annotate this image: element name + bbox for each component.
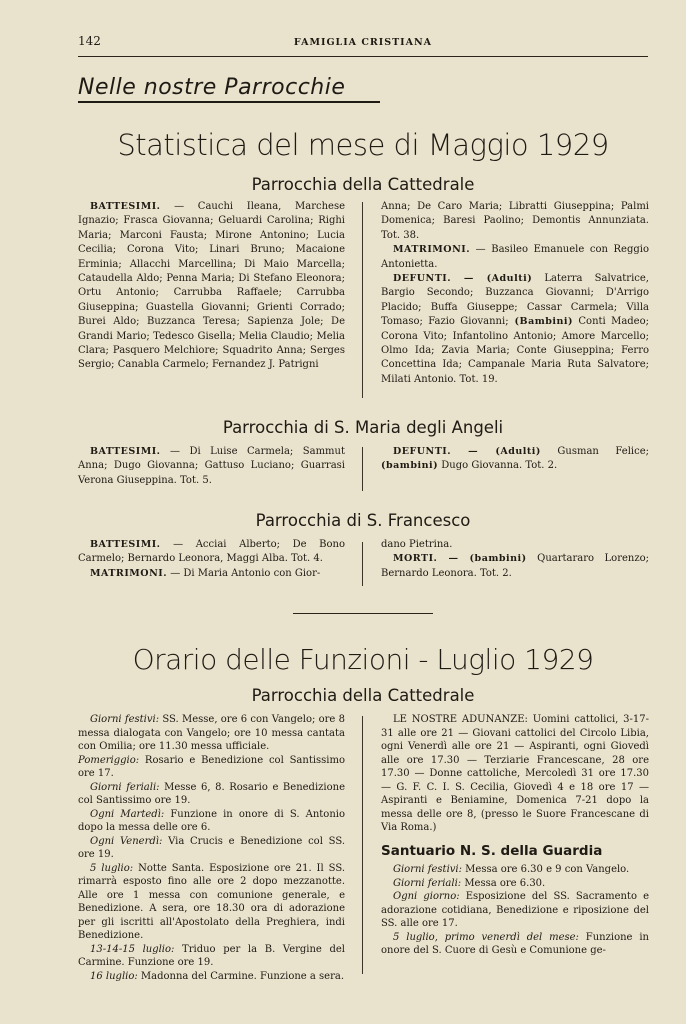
section-separator xyxy=(293,613,433,614)
schedule-text: Rosario e Benedizione col Santissimo ore 17. xyxy=(78,754,345,779)
schedule-label: Giorni feriali: xyxy=(393,877,462,889)
column-divider xyxy=(362,447,363,491)
schedule-text: Messe 6, 8. Rosario e Benedizione col Santissimo ore 19. xyxy=(78,781,345,806)
schedule-text: Funzione in onore del S. Cuore di Gesù e Comunione ge- xyxy=(381,931,649,956)
francesco-right-column xyxy=(381,538,649,581)
battesimi-continued: Anna; De Caro Maria; Libratti Giuseppina; Palmi Domenica; Baresi Paolino; Demontis Annunziata. Tot. 38. xyxy=(381,201,649,241)
schedule-label: 13-14-15 luglio: xyxy=(90,943,175,955)
adunanze-text: LE NOSTRE ADUNANZE: Uomini cattolici, 3-17-31 alle ore 21 — Giovani cattolici del Circolo Libia, ogni Venerdì alle ore 21 — Aspiranti, ogni Giovedì alle ore 17.30 — Terziarie Francescane, 28 ore 17.30 — Donne cattoliche, Mercoledì 31 ore 17.30 — G. F. C. I. S. Cecilia, Giovedì 4 e 18 ore 17 — Aspiranti e Beniamine, Domenica 7-21 dopo la messa delle ore 8, (presso le Suore Francescane di Via Roma.) xyxy=(381,714,649,833)
cattedrale-right-column xyxy=(381,200,649,387)
schedule-label: 16 luglio: xyxy=(90,970,138,982)
battesimi-label: BATTESIMI. xyxy=(90,201,161,212)
battesimi-text: — Cauchi Ileana, Marchese Ignazio; Frasca Giovanna; Geluardi Carolina; Righi Maria; Marconi Fausta; Mirone Antonino; Lucia Cecilia; Corona Vito; Linari Bruno; Macaione Erminia; Allacchi Marcellina; Di Maio Marcella; Cataudella Aldo; Penna Maria; Di Stefano Eleonora; Ortu Antonio; Carrubba Raffaele; Carrubba Giuseppina; Guastella Giovanni; Grienti Corrado; Burei Aldo; Buzzanca Teresa; Sapienza Jole; De Grandi Mario; Tedesco Gisella; Melia Claudio; Melia Clara; Pasquero Melchiore; Squadrito Anna; Serges Sergio; Canabla Carmelo; Fernandez J. Patrigni xyxy=(78,201,345,371)
orario-right-column xyxy=(381,713,649,958)
schedule-text: Via Crucis e Benedizione col SS. ore 19. xyxy=(78,835,345,860)
column-divider xyxy=(362,202,363,398)
schedule-text: Triduo per la B. Vergine del Carmine. Funzione ore 19. xyxy=(78,943,345,968)
battesimi-label: BATTESIMI. xyxy=(90,446,161,457)
journal-title: FAMIGLIA CRISTIANA xyxy=(293,37,433,48)
morti-text: Quartararo Lorenzo; Bernardo Leonora. Tot. 2. xyxy=(381,553,649,579)
schedule-label: Giorni festivi: xyxy=(393,864,462,875)
cattedrale-parish-title: Parrocchia della Cattedrale xyxy=(251,175,475,194)
schedule-text: SS. Messe, ore 6 con Vangelo; ore 8 messa dialogata con Vangelo; ore 10 messa cantata con Omilia; ore 11.30 messa ufficiale. xyxy=(78,714,345,752)
schedule-label: Giorni feriali: xyxy=(90,781,160,793)
defunti-adulti-label: — (Adulti) xyxy=(451,446,541,457)
defunti-label: DEFUNTI. xyxy=(393,273,452,285)
defunti-bambini-label: (Bambini) xyxy=(508,316,574,328)
cattedrale-left-column xyxy=(78,200,345,373)
matrimoni-text: — Di Maria Antonio con Gior- xyxy=(167,567,321,579)
angeli-parish-title: Parrocchia di S. Maria degli Angeli xyxy=(222,418,504,437)
matrimoni-text: — Basileo Emanuele con Reggio Antonietta. xyxy=(381,244,649,270)
francesco-parish-title: Parrocchia di S. Francesco xyxy=(255,511,471,530)
schedule-label: Ogni Martedì: xyxy=(90,808,165,820)
battesimi-text: — Di Luise Carmela; Sammut Anna; Dugo Giovanna; Gattuso Luciano; Guarrasi Verona Giuseppina. Tot. 5. xyxy=(78,446,345,486)
section-header-text: Nelle nostre Parrocchie xyxy=(78,75,346,100)
schedule-text: Esposizione del SS. Sacramento e adorazione cotidiana, Benedizione e riposizione del SS. alle ore 17. xyxy=(381,891,649,929)
schedule-text: Funzione in onore di S. Antonio dopo la messa delle ore 6. xyxy=(78,808,345,833)
schedule-label: 5 luglio: xyxy=(90,862,134,874)
francesco-left-column xyxy=(78,538,345,581)
defunti-adulti-text: Laterra Salvatrice, Bargio Secondo; Buzzanca Giovanni; D'Arrigo Placido; Buffa Giuseppe; Cassar Carmela; Villa Tomaso; Fazio Giovanni; xyxy=(381,273,649,328)
schedule-label: Ogni giorno: xyxy=(393,891,460,902)
defunti-adulti-label: — (Adulti) xyxy=(451,273,533,285)
schedule-label: Giorni festivi: xyxy=(90,714,160,725)
angeli-right-column xyxy=(381,445,649,474)
morti-label: MORTI. xyxy=(393,553,438,565)
section-header xyxy=(78,75,380,103)
battesimi-label: BATTESIMI. xyxy=(90,539,161,550)
schedule-text: Messa ore 6.30 e 9 con Vangelo. xyxy=(462,864,630,875)
matrimoni-continued: dano Pietrina. xyxy=(381,539,453,550)
santuario-title: Santuario N. S. della Guardia xyxy=(381,842,603,859)
battesimi-text: — Acciai Alberto; De Bono Carmelo; Bernardo Leonora, Maggi Alba. Tot. 4. xyxy=(78,539,345,565)
orario-title: Orario delle Funzioni - Luglio 1929 xyxy=(132,643,594,676)
schedule-label: Pomeriggio: xyxy=(78,754,140,766)
angeli-left-column xyxy=(78,445,345,488)
orario-parish-title: Parrocchia della Cattedrale xyxy=(251,686,475,705)
morti-bambini-label: — (bambini) xyxy=(437,553,527,565)
defunti-bambini-label: (bambini) xyxy=(381,460,439,472)
defunti-adulti-text: Gusman Felice; xyxy=(540,446,649,457)
defunti-label: DEFUNTI. xyxy=(393,446,452,457)
defunti-bambini-text: Dugo Giovanna. Tot. 2. xyxy=(438,460,558,472)
defunti-bambini-text: Conti Madeo; Corona Vito; Infantolino Antonio; Amore Marcello; Olmo Ida; Zavia Maria; Conte Giuseppina; Ferro Concettina Ida; Campanale Maria Ruta Salvatore; Milati Antonio. Tot. 19. xyxy=(381,316,649,385)
running-head xyxy=(78,34,648,57)
column-divider xyxy=(362,542,363,586)
schedule-text: Notte Santa. Esposizione ore 21. Il SS. rimarrà esposto fino alle ore 2 dopo mezzanotte. Alle ore 1 messa con comunione generale, e Benedizione. A sera, ore 18.30 ora di adorazione per gli iscritti all'Apostolato della Preghiera, indi Benedizione. xyxy=(78,862,345,941)
column-divider xyxy=(362,716,363,974)
matrimoni-label: MATRIMONI. xyxy=(393,244,471,256)
schedule-label: 5 luglio, primo venerdì del mese: xyxy=(393,931,579,943)
orario-left-column xyxy=(78,713,345,983)
statistica-title: Statistica del mese di Maggio 1929 xyxy=(117,128,609,162)
page-number: 142 xyxy=(78,34,101,48)
schedule-text: Madonna del Carmine. Funzione a sera. xyxy=(137,970,344,982)
schedule-label: Ogni Venerdì: xyxy=(90,835,163,847)
matrimoni-label: MATRIMONI. xyxy=(90,567,168,579)
schedule-text: Messa ore 6.30. xyxy=(461,877,546,889)
